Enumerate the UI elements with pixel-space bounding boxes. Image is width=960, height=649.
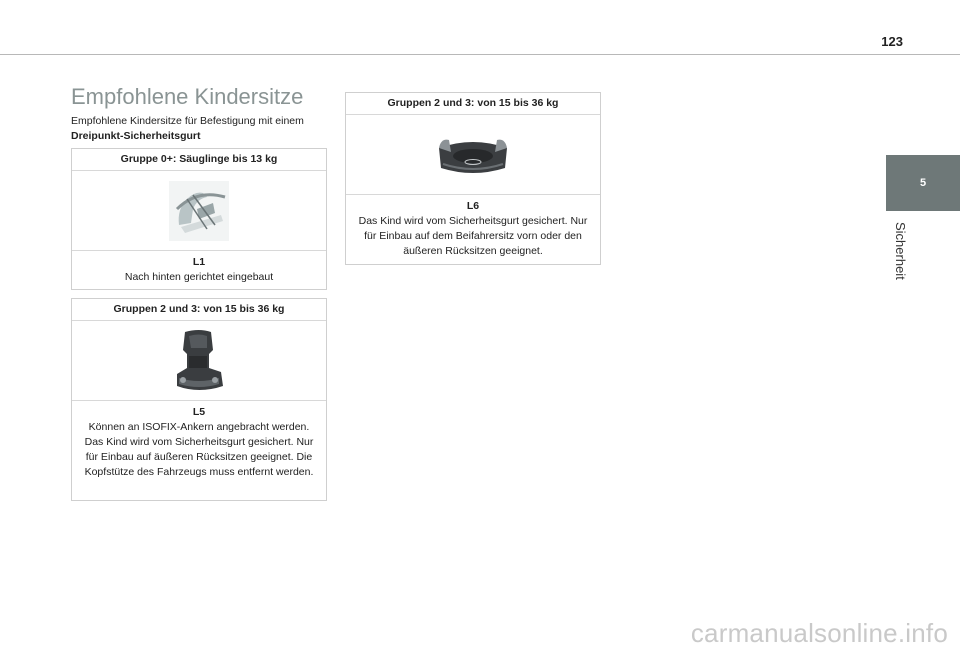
chapter-title: Sicherheit <box>893 222 908 280</box>
chapter-number: 5 <box>919 177 927 189</box>
infant-carrier-seat-image <box>72 171 326 251</box>
header-rule <box>0 54 960 55</box>
card-description: Nach hinten gerichtet eingebaut <box>124 271 274 283</box>
section-title: Empfohlene Kindersitze <box>71 84 304 109</box>
seat-card-l1 <box>71 148 327 290</box>
booster-seat-icon <box>169 328 229 394</box>
seat-card-l6 <box>345 92 601 265</box>
card-description: Können an ISOFIX-Ankern angebracht werden. Das Kind wird vom Sicherheitsgurt gesichert. Nur für Einbau auf äußeren Rücksitzen geeignet. Die Kopfstütze des Fahrzeugs muss entfernt werden. <box>84 421 314 478</box>
watermark: carmanualsonline.info <box>690 618 948 648</box>
booster-cushion-icon <box>433 130 513 180</box>
card-description: Das Kind wird vom Sicherheitsgurt gesichert. Nur für Einbau auf dem Beifahrersitz vorn oder den äußeren Rücksitzen geeignet. <box>358 215 588 257</box>
infant-carrier-icon <box>167 179 231 243</box>
card-code: L1 <box>192 256 206 268</box>
card-heading: Gruppen 2 und 3: von 15 bis 36 kg <box>346 93 600 115</box>
booster-cushion-image <box>346 115 600 195</box>
booster-seat-with-backrest-image <box>72 321 326 401</box>
intro-bold: Dreipunkt-Sicherheitsgurt <box>71 130 201 142</box>
intro-normal: Empfohlene Kindersitze für Befestigung mit einem <box>71 115 304 127</box>
chapter-tab[interactable] <box>886 155 960 211</box>
intro-text <box>71 114 327 144</box>
card-code: L5 <box>192 406 206 418</box>
seat-card-l5 <box>71 298 327 501</box>
page-number: 123 <box>881 34 903 49</box>
card-code: L6 <box>466 200 480 212</box>
card-heading: Gruppe 0+: Säuglinge bis 13 kg <box>72 149 326 171</box>
card-heading: Gruppen 2 und 3: von 15 bis 36 kg <box>72 299 326 321</box>
